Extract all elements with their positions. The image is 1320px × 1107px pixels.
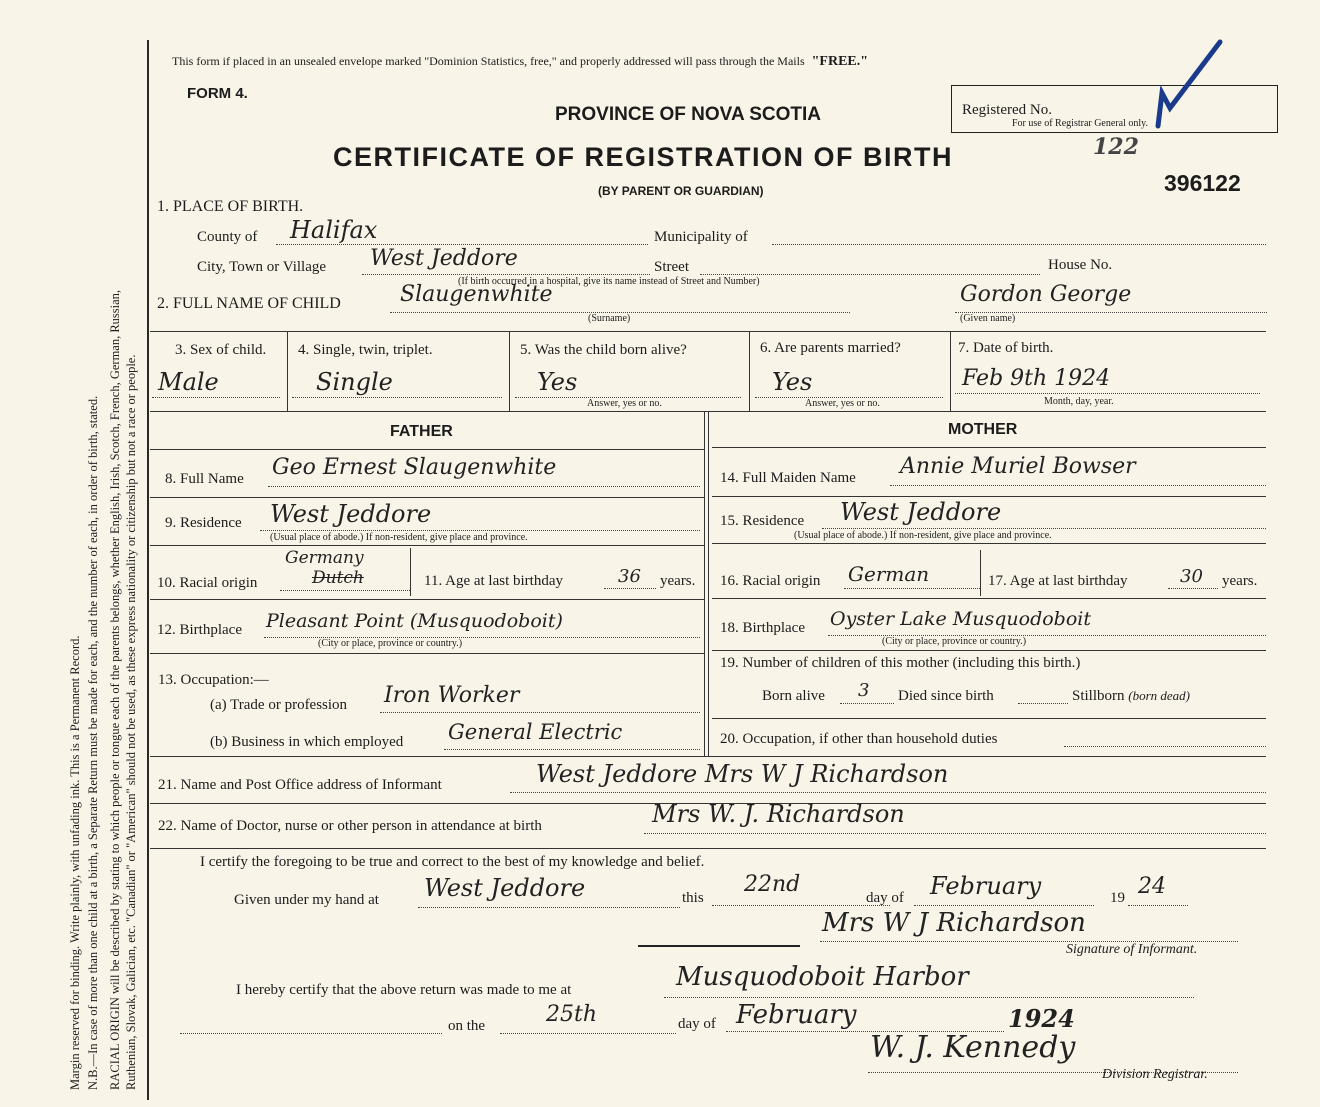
- mother-heading: MOTHER: [948, 421, 1018, 438]
- checkmark-icon: [1150, 38, 1225, 133]
- father-racial-origin-value: Germany: [285, 548, 364, 568]
- registrar-day-of-label: day of: [678, 1016, 716, 1032]
- mother-age-unit: years.: [1222, 573, 1258, 589]
- father-birthplace-label: 12. Birthplace: [157, 622, 242, 638]
- house-number-label: House No.: [1048, 257, 1113, 273]
- sex-value: Male: [158, 368, 219, 396]
- street-label: Street: [654, 259, 689, 275]
- registrar-note: For use of Registrar General only.: [1012, 118, 1148, 129]
- mother-birthplace-label: 18. Birthplace: [720, 620, 805, 636]
- stamp-number: 396122: [1164, 170, 1241, 196]
- father-birthplace-value: Pleasant Point (Musquodoboit): [266, 610, 563, 632]
- born-alive-count-label: Born alive: [762, 688, 825, 704]
- father-residence-label: 9. Residence: [165, 515, 242, 531]
- margin-instruction-1: Margin reserved for binding. Write plainly, with unfading ink. This is a Permanent Record.: [68, 635, 82, 1090]
- date-of-birth-caption: Month, day, year.: [1044, 396, 1114, 407]
- mother-occupation-label: 20. Occupation, if other than household duties: [720, 731, 998, 747]
- mother-residence-label: 15. Residence: [720, 513, 805, 529]
- father-business-label: (b) Business in which employed: [210, 734, 404, 750]
- father-residence-caption: (Usual place of abode.) If non-resident, give place and province.: [270, 532, 528, 543]
- born-alive-label: 5. Was the child born alive?: [520, 342, 687, 358]
- hospital-note: (If birth occurred in a hospital, give its name instead of Street and Number): [458, 276, 760, 287]
- registrar-day-value: 25th: [546, 1002, 598, 1027]
- certify-year-value: 24: [1138, 874, 1166, 899]
- sex-label: 3. Sex of child.: [175, 342, 267, 358]
- father-age-unit: years.: [660, 573, 696, 589]
- stillborn-label-text: Stillborn: [1072, 688, 1125, 704]
- mail-notice: [172, 54, 868, 70]
- parents-married-caption: Answer, yes or no.: [805, 398, 880, 409]
- single-twin-value: Single: [316, 368, 393, 396]
- born-alive-count-value: 3: [858, 680, 870, 701]
- born-alive-caption: Answer, yes or no.: [587, 398, 662, 409]
- county-label: County of: [197, 229, 258, 245]
- registrar-statement: I hereby certify that the above return was made to me at: [236, 982, 572, 998]
- given-under-hand-label: Given under my hand at: [234, 892, 379, 908]
- informant-value: West Jeddore Mrs W J Richardson: [536, 760, 949, 788]
- registered-label: Registered No.: [962, 102, 1052, 118]
- registrar-caption: Division Registrar.: [1102, 1067, 1208, 1082]
- registrar-place-value: Musquodoboit Harbor: [676, 962, 969, 992]
- father-occupation-label: 13. Occupation:—: [158, 672, 269, 688]
- father-name-value: Geo Ernest Slaugenwhite: [272, 455, 557, 480]
- registrar-on-the-label: on the: [448, 1018, 486, 1034]
- father-trade-value: Iron Worker: [384, 683, 520, 708]
- city-value: West Jeddore: [370, 246, 518, 271]
- single-twin-label: 4. Single, twin, triplet.: [298, 342, 433, 358]
- father-birthplace-caption: (City or place, province or country.): [318, 638, 463, 649]
- date-of-birth-label: 7. Date of birth.: [958, 340, 1054, 356]
- doctor-value: Mrs W. J. Richardson: [652, 800, 905, 828]
- doctor-label: 22. Name of Doctor, nurse or other person in attendance at birth: [158, 818, 542, 834]
- father-name-label: 8. Full Name: [165, 471, 244, 487]
- municipality-label: Municipality of: [654, 229, 748, 245]
- place-of-birth-label: 1. PLACE OF BIRTH.: [157, 198, 304, 215]
- margin-rule: [147, 40, 149, 1100]
- given-name-caption: (Given name): [960, 313, 1016, 324]
- father-business-value: General Electric: [448, 720, 623, 744]
- father-heading: FATHER: [390, 423, 453, 440]
- mail-notice-text: This form if placed in an unsealed envelope marked "Dominion Statistics, free," and properly addressed will pass through the Mails: [172, 54, 805, 68]
- given-place-value: West Jeddore: [424, 874, 586, 902]
- father-racial-origin-struck: Dutch: [312, 568, 364, 588]
- margin-instruction-4: Ruthenian, Slovak, Galician, etc. "Canadian" or "American" should not be used, as these express nationality or citizenship but not a race or people.: [124, 354, 138, 1090]
- mother-birthplace-value: Oyster Lake Musquodoboit: [830, 608, 1091, 630]
- certify-statement: I certify the foregoing to be true and correct to the best of my knowledge and belief.: [200, 854, 705, 870]
- mother-name-value: Annie Muriel Bowser: [900, 454, 1136, 479]
- registrar-month-value: February: [736, 1000, 857, 1030]
- mother-racial-origin-label: 16. Racial origin: [720, 573, 821, 589]
- certify-day-of-label: day of: [866, 890, 904, 906]
- died-since-birth-label: Died since birth: [898, 688, 994, 704]
- city-label: City, Town or Village: [197, 259, 327, 275]
- mother-residence-caption: (Usual place of abode.) If non-resident, give place and province.: [794, 530, 1052, 541]
- registered-number-box: [951, 85, 1278, 133]
- province-heading: PROVINCE OF NOVA SCOTIA: [555, 104, 822, 125]
- certify-this-label: this: [682, 890, 704, 906]
- certificate-title: CERTIFICATE OF REGISTRATION OF BIRTH: [333, 142, 953, 172]
- stillborn-label: [1072, 688, 1190, 705]
- surname-caption: (Surname): [588, 313, 631, 324]
- mother-children-label: 19. Number of children of this mother (including this birth.): [720, 655, 1081, 671]
- informant-label: 21. Name and Post Office address of Informant: [158, 777, 442, 793]
- registrar-year-value: 1924: [1008, 1004, 1075, 1033]
- informant-signature-caption: Signature of Informant.: [1066, 942, 1198, 957]
- registrar-signature: W. J. Kennedy: [870, 1030, 1076, 1065]
- father-residence-value: West Jeddore: [270, 500, 432, 528]
- child-surname-value: Slaugenwhite: [400, 282, 553, 307]
- county-value: Halifax: [290, 216, 378, 244]
- mother-birthplace-caption: (City or place, province or country.): [882, 636, 1027, 647]
- parents-married-label: 6. Are parents married?: [760, 340, 901, 356]
- stillborn-note: (born dead): [1128, 688, 1191, 703]
- certificate-subtitle: (BY PARENT OR GUARDIAN): [598, 184, 764, 198]
- certify-month-value: February: [930, 872, 1042, 900]
- father-age-label: 11. Age at last birthday: [424, 573, 563, 589]
- father-racial-origin-label: 10. Racial origin: [157, 575, 258, 591]
- binding-margin: [0, 0, 148, 1107]
- mother-racial-origin-value: German: [848, 562, 930, 586]
- informant-signature: Mrs W J Richardson: [822, 908, 1086, 938]
- mother-age-label: 17. Age at last birthday: [988, 573, 1128, 589]
- certify-day-value: 22nd: [744, 872, 801, 897]
- mother-age-value: 30: [1180, 566, 1203, 587]
- born-alive-value: Yes: [537, 368, 578, 396]
- father-trade-label: (a) Trade or profession: [210, 697, 348, 713]
- date-of-birth-value: Feb 9th 1924: [962, 366, 1111, 391]
- certify-year-prefix: 19: [1110, 890, 1125, 906]
- mother-residence-value: West Jeddore: [840, 498, 1002, 526]
- form-number: FORM 4.: [187, 85, 248, 102]
- father-age-value: 36: [618, 566, 641, 587]
- margin-instruction-3: RACIAL ORIGIN will be described by stating to which people or tongue each of the parents belongs, whether English, Irish, Scotch, French, German, Russian,: [108, 289, 122, 1090]
- mail-notice-free: "FREE.": [811, 54, 869, 69]
- parents-married-value: Yes: [772, 368, 813, 396]
- title-handwritten-number: 122: [1093, 134, 1139, 160]
- margin-instruction-2: N.B.—In case of more than one child at a birth, a Separate Return must be made for each, and the number of each, in order of birth, stated.: [86, 395, 100, 1090]
- child-given-name-value: Gordon George: [960, 282, 1132, 307]
- child-name-label: 2. FULL NAME OF CHILD: [157, 295, 341, 312]
- mother-name-label: 14. Full Maiden Name: [720, 470, 856, 486]
